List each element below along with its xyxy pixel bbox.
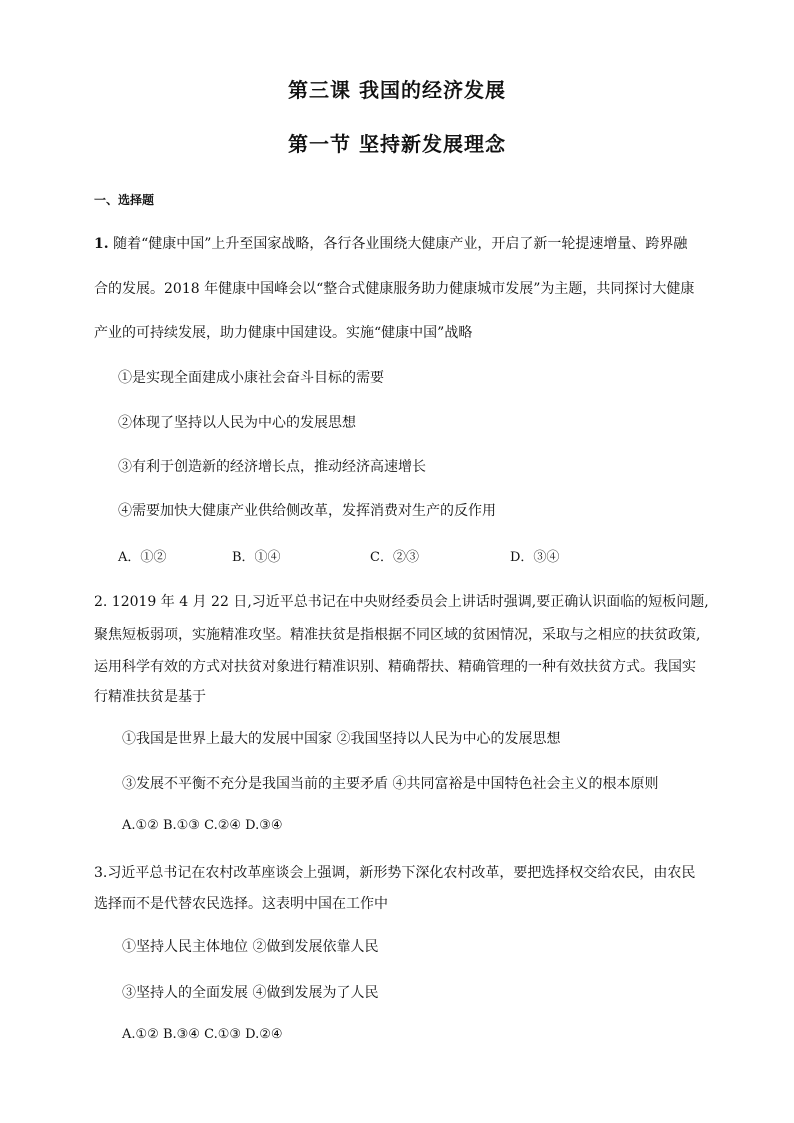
lesson-title: 第三课 我国的经济发展 [288, 78, 506, 102]
q1-item-4: ④需要加快大健康产业供给侧改革，发挥消费对生产的反作用 [118, 503, 496, 519]
q1-number: 1. [94, 236, 109, 252]
q1-choice-c: C．②③ [370, 550, 419, 565]
q2-item-row-2: ③发展不平衡不充分是我国当前的主要矛盾 ④共同富裕是中国特色社会主义的根本原则 [122, 776, 659, 792]
q2-choices: A.①② B.①③ C.②④ D.③④ [122, 818, 283, 833]
q1-item-1: ①是实现全面建成小康社会奋斗目标的需要 [118, 370, 384, 386]
q1-line-3: 产业的可持续发展，助力健康中国建设。实施“健康中国”战略 [94, 325, 473, 341]
section-title: 第一节 坚持新发展理念 [288, 132, 506, 156]
q2-line-4: 行精准扶贫是基于 [94, 689, 206, 705]
q2-item-row-1: ①我国是世界上最大的发展中国家 ②我国坚持以人民为中心的发展思想 [122, 731, 561, 747]
q1-line-2: 合的发展。2018 年健康中国峰会以“整合式健康服务助力健康城市发展”为主题，共同探讨大健康 [94, 281, 695, 297]
section-heading: 一、选择题 [94, 193, 155, 207]
q3-item-row-2: ③坚持人的全面发展 ④做到发展为了人民 [122, 985, 379, 1001]
q2-line-1: 2. 12019 年 4 月 22 日,习近平总书记在中央财经委员会上讲话时强调,要正确认识面临的短板问题, [94, 594, 709, 610]
q1-choice-b: B．①④ [232, 550, 281, 565]
q2-line-3: 运用科学有效的方式对扶贫对象进行精准识别、精确帮扶、精确管理的一种有效扶贫方式。我国实 [94, 659, 696, 675]
q1-line-1 [94, 233, 706, 253]
q3-choices: A.①② B.③④ C.①③ D.②④ [122, 1027, 283, 1042]
q1-item-2: ②体现了坚持以人民为中心的发展思想 [118, 415, 356, 431]
q3-item-row-1: ①坚持人民主体地位 ②做到发展依靠人民 [122, 939, 379, 955]
q1-choice-a: A．①② [118, 550, 167, 565]
q1-item-3: ③有利于创造新的经济增长点，推动经济高速增长 [118, 459, 426, 475]
q1-text-1: 随着“健康中国”上升至国家战略，各行各业围绕大健康产业，开启了新一轮提速增量、跨界融 [113, 236, 688, 252]
q3-line-2: 选择而不是代替农民选择。这表明中国在工作中 [94, 896, 388, 912]
q1-choice-d: D．③④ [510, 550, 560, 565]
q3-line-1: 3.习近平总书记在农村改革座谈会上强调，新形势下深化农村改革，要把选择权交给农民，由农民 [94, 865, 696, 881]
q2-line-2: 聚焦短板弱项，实施精准攻坚。精准扶贫是指根据不同区域的贫困情况，采取与之相应的扶贫政策, [94, 627, 701, 643]
